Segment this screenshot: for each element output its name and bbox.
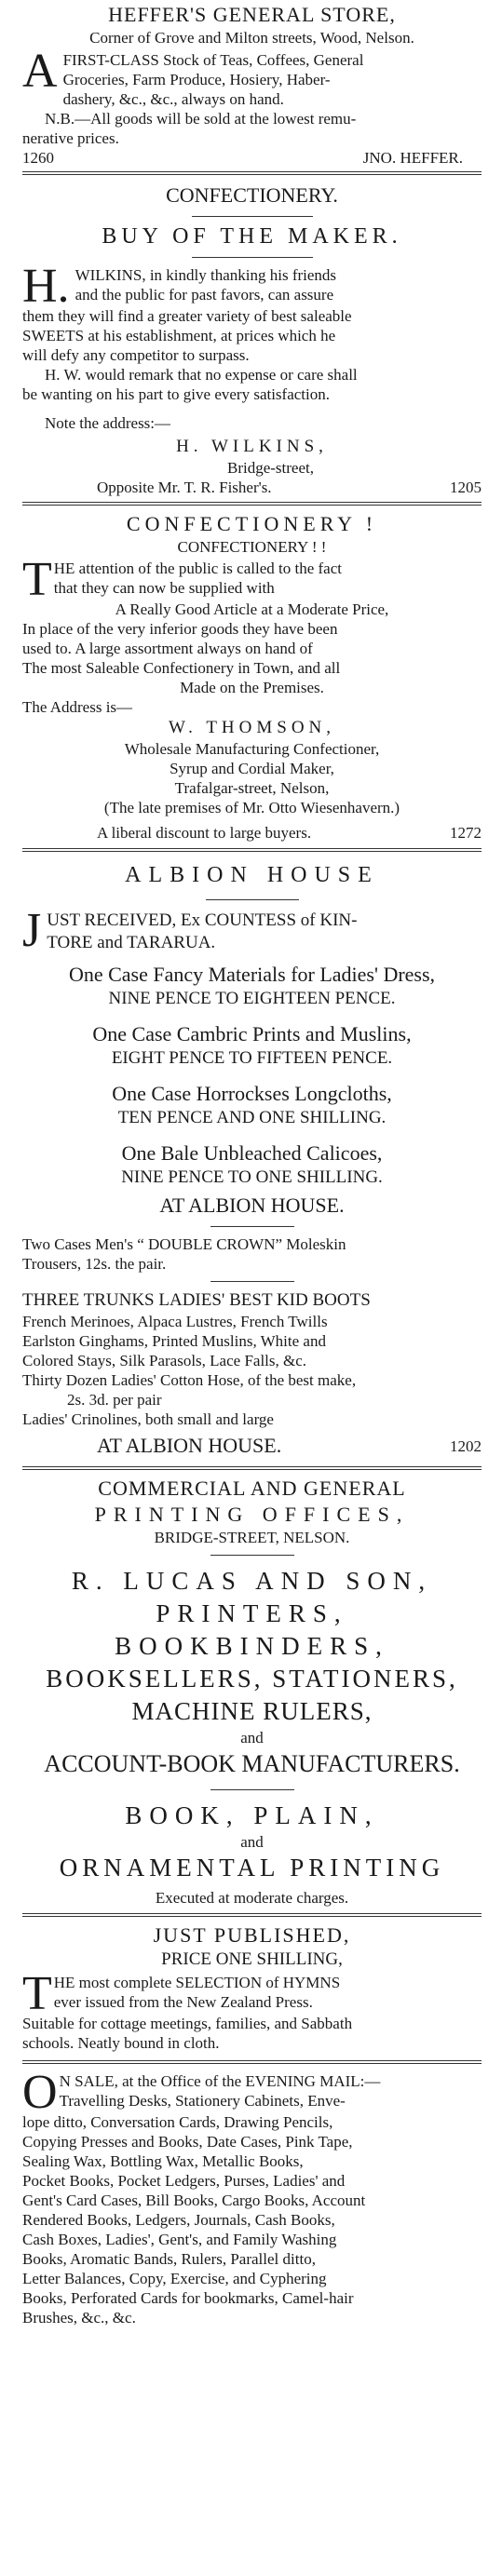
- sale-body-line: Gent's Card Cases, Bill Books, Cargo Books, Account: [22, 2192, 366, 2209]
- sale-body-line: Books, Aromatic Bands, Rulers, Parallel ditto,: [22, 2250, 316, 2268]
- sale-body-line: N SALE, at the Office of the EVENING MAIL:—: [59, 2072, 381, 2090]
- sale-body-line: Sealing Wax, Bottling Wax, Metallic Books,: [22, 2152, 304, 2170]
- lucas-address: BRIDGE-STREET, NELSON.: [154, 1529, 350, 1546]
- albion-trunks-line: 2s. 3d. per pair: [67, 1391, 162, 1409]
- divider: [192, 216, 313, 217]
- lucas-and: and: [240, 1729, 264, 1747]
- albion-item-price: NINE PENCE TO ONE SHILLING.: [121, 1167, 383, 1187]
- wilkins-body-line: will defy any competitor to surpass.: [22, 346, 250, 364]
- lucas-ad: [22, 1470, 482, 1908]
- lucas-name: R. LUCAS AND SON,: [71, 1567, 433, 1595]
- wilkins-body-line: and the public for past favors, can assure: [75, 286, 334, 303]
- divider: [210, 1555, 294, 1556]
- heffer-body-line: FIRST-CLASS Stock of Teas, Coffees, General: [62, 51, 364, 69]
- heffer-body-line: dashery, &c., &c., always on hand.: [62, 90, 284, 108]
- thomson-detail: Trafalgar-street, Nelson,: [174, 779, 330, 797]
- albion-item-price: NINE PENCE TO EIGHTEEN PENCE.: [108, 989, 396, 1008]
- albion-trunks-line: Ladies' Crinolines, both small and large: [22, 1410, 274, 1428]
- albion-trunks-line: French Merinoes, Alpaca Lustres, French Twills: [22, 1313, 328, 1330]
- hymns-dropcap: T: [22, 1967, 52, 2020]
- sale-body-line: lope ditto, Conversation Cards, Drawing Pencils,: [22, 2113, 333, 2131]
- divider: [192, 257, 313, 258]
- wilkins-ad: [22, 175, 482, 497]
- albion-moleskin: Trousers, 12s. the pair.: [22, 1255, 167, 1273]
- heffer-dropcap: A: [22, 45, 58, 98]
- ad-number: 1202: [450, 1436, 482, 1455]
- divider: [206, 899, 299, 900]
- albion-item: One Case Horrockses Longcloths,: [112, 1082, 392, 1105]
- wilkins-body-line: SWEETS at his establishment, at prices which he: [22, 327, 336, 344]
- wilkins-dropcap: H.: [22, 260, 70, 313]
- hymns-body: [22, 1967, 482, 2053]
- albion-item: One Bale Unbleached Calicoes,: [121, 1141, 383, 1165]
- heffer-note: nerative prices.: [22, 129, 119, 147]
- sale-body-line: Pocket Books, Pocket Ledgers, Purses, Ladies' and: [22, 2172, 346, 2190]
- sale-body-line: Copying Presses and Books, Date Cases, Pink Tape,: [22, 2133, 353, 2151]
- lucas-exec: Executed at moderate charges.: [155, 1889, 349, 1907]
- heffer-signature: JNO. HEFFER.: [362, 149, 463, 167]
- sale-ad: [22, 2064, 482, 2327]
- albion-trunks-line: Colored Stays, Silk Parasols, Lace Falls, &c.: [22, 1352, 307, 1369]
- albion-title: ALBION HOUSE: [125, 863, 379, 887]
- ad-number: 1272: [450, 824, 482, 842]
- albion-trunks: THREE TRUNKS LADIES' BEST KID BOOTS: [22, 1290, 371, 1310]
- heffer-subtitle: Corner of Grove and Milton streets, Wood, Nelson.: [89, 29, 414, 47]
- albion-trunks-line: Earlston Ginghams, Printed Muslins, White and: [22, 1332, 326, 1350]
- albion-at: AT ALBION HOUSE.: [97, 1434, 282, 1457]
- thomson-discount: A liberal discount to large buyers.: [97, 824, 312, 842]
- thomson-body-line: The most Saleable Confectionery in Town, and all: [22, 659, 341, 677]
- lucas-and: and: [240, 1833, 264, 1851]
- albion-intro-line: TORE and TARARUA.: [47, 933, 216, 952]
- divider: [210, 1226, 294, 1227]
- heffer-body: [22, 45, 482, 109]
- thomson-body: [22, 553, 482, 697]
- albion-dropcap: J: [22, 904, 42, 957]
- lucas-heading: COMMERCIAL AND GENERAL: [98, 1477, 406, 1500]
- lucas-service: ACCOUNT-BOOK MANUFACTURERS.: [44, 1750, 460, 1777]
- heffer-body-line: Groceries, Farm Produce, Hosiery, Haber-: [62, 71, 331, 88]
- wilkins-opposite: Opposite Mr. T. R. Fisher's.: [97, 479, 272, 496]
- hymns-body-line: Suitable for cottage meetings, families, and Sabbath: [22, 2015, 353, 2032]
- hymns-title: JUST PUBLISHED,: [153, 1923, 351, 1947]
- hymns-body-line: ever issued from the New Zealand Press.: [53, 1993, 313, 2011]
- sale-body-line: Travelling Desks, Stationery Cabinets, Enve-: [59, 2092, 346, 2110]
- wilkins-heading: BUY OF THE MAKER.: [102, 224, 402, 249]
- wilkins-body: [22, 260, 482, 404]
- albion-trunks-line: Thirty Dozen Ladies' Cotton Hose, of the best make,: [22, 1371, 357, 1389]
- albion-at: AT ALBION HOUSE.: [159, 1194, 345, 1217]
- hymns-body-line: schools. Neatly bound in cloth.: [22, 2034, 220, 2052]
- lucas-ornamental: ORNAMENTAL PRINTING: [59, 1854, 445, 1881]
- lucas-book: BOOK, PLAIN,: [125, 1801, 379, 1829]
- albion-item-price: EIGHT PENCE TO FIFTEEN PENCE.: [111, 1048, 393, 1068]
- thomson-dropcap: T: [22, 553, 52, 606]
- albion-footer: [22, 1433, 482, 1459]
- sale-body-line: Books, Perforated Cards for bookmarks, Camel-hair: [22, 2289, 354, 2307]
- thomson-body-line: In place of the very inferior goods they have been: [22, 620, 338, 638]
- albion-item: One Case Cambric Prints and Muslins,: [92, 1022, 412, 1045]
- heffer-title: HEFFER'S GENERAL STORE,: [108, 3, 396, 26]
- lucas-service: MACHINE RULERS,: [131, 1697, 373, 1725]
- wilkins-title: CONFECTIONERY.: [166, 183, 338, 207]
- sale-dropcap: O: [22, 2066, 58, 2119]
- thomson-body-line: used to. A large assortment always on hand of: [22, 640, 313, 657]
- albion-moleskin: Two Cases Men's “ DOUBLE CROWN” Moleskin: [22, 1235, 346, 1253]
- lucas-service: PRINTERS,: [156, 1599, 348, 1627]
- sale-body: [22, 2066, 482, 2327]
- lucas-service: BOOKBINDERS,: [115, 1632, 389, 1660]
- thomson-body-line: HE attention of the public is called to the fact: [53, 560, 342, 577]
- hymns-body-line: HE most complete SELECTION of HYMNS: [53, 1974, 341, 1991]
- wilkins-body-line: H. W. would remark that no expense or care shall: [45, 366, 358, 384]
- albion-ad: [22, 852, 482, 1459]
- wilkins-name: H. WILKINS,: [176, 437, 328, 456]
- heffer-footer: [22, 148, 482, 168]
- thomson-body-line: that they can now be supplied with: [53, 579, 275, 597]
- ad-number: 1205: [450, 479, 482, 496]
- heffer-ad: [22, 0, 482, 168]
- thomson-footer: [22, 823, 482, 843]
- wilkins-body-line: them they will find a greater variety of best saleable: [22, 307, 352, 325]
- divider: [210, 1281, 294, 1282]
- divider: [210, 1789, 294, 1790]
- sale-body-line: Rendered Books, Ledgers, Journals, Cash Books,: [22, 2211, 335, 2229]
- thomson-body-line: Made on the Premises.: [180, 679, 324, 696]
- heffer-note: N.B.—All goods will be sold at the lowest remu-: [45, 110, 357, 128]
- wilkins-footer: [22, 478, 482, 497]
- albion-item: One Case Fancy Materials for Ladies' Dress,: [68, 963, 436, 986]
- thomson-detail: (The late premises of Mr. Otto Wiesenhavern.): [103, 799, 400, 816]
- thomson-detail: Syrup and Cordial Maker,: [170, 760, 334, 777]
- sale-body-line: Cash Boxes, Ladies', Gent's, and Family Washing: [22, 2231, 337, 2248]
- hymns-price: PRICE ONE SHILLING,: [161, 1949, 343, 1969]
- wilkins-body-line: be wanting on his part to give every satisfaction.: [22, 385, 330, 403]
- lucas-service: BOOKSELLERS, STATIONERS,: [46, 1665, 458, 1693]
- albion-intro-line: UST RECEIVED, Ex COUNTESS of KIN-: [47, 910, 358, 930]
- sale-body-line: Brushes, &c., &c.: [22, 2309, 136, 2326]
- thomson-name: W. THOMSON,: [168, 718, 336, 737]
- thomson-ad: [22, 506, 482, 843]
- thomson-title: CONFECTIONERY !: [126, 512, 378, 535]
- sale-body-line: Letter Balances, Copy, Exercise, and Cyphering: [22, 2270, 327, 2287]
- wilkins-body-line: WILKINS, in kindly thanking his friends: [75, 266, 337, 284]
- wilkins-note: Note the address:—: [45, 414, 171, 432]
- lucas-heading: PRINTING OFFICES,: [94, 1503, 410, 1526]
- thomson-detail: Wholesale Manufacturing Confectioner,: [124, 740, 380, 758]
- wilkins-street: Bridge-street,: [227, 459, 314, 477]
- thomson-body-line: A Really Good Article at a Moderate Price,: [115, 600, 389, 618]
- ad-number: 1260: [22, 149, 54, 167]
- thomson-subtitle: CONFECTIONERY ! !: [177, 538, 327, 556]
- thomson-address-label: The Address is—: [22, 698, 133, 716]
- albion-item-price: TEN PENCE AND ONE SHILLING.: [117, 1108, 387, 1127]
- albion-intro: [22, 904, 482, 957]
- hymns-ad: [22, 1917, 482, 2053]
